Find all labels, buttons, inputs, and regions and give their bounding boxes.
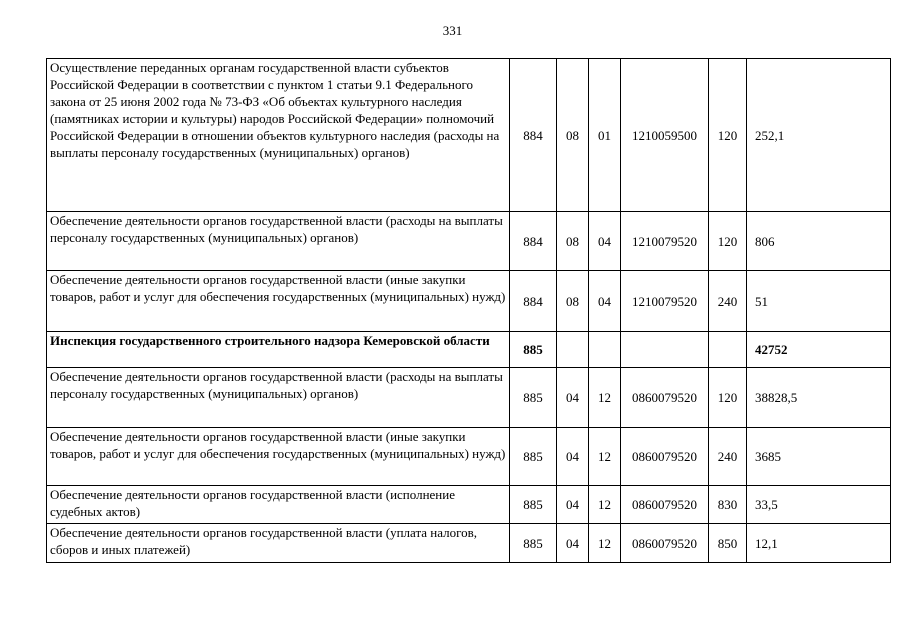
cell-csr: 0860079520 (621, 524, 709, 563)
cell-csr: 1210079520 (621, 212, 709, 271)
cell-gr: 885 (510, 428, 557, 486)
cell-pr: 12 (589, 428, 621, 486)
cell-vr: 120 (709, 212, 747, 271)
cell-rz: 04 (557, 524, 589, 563)
cell-sum: 12,1 (747, 524, 891, 563)
cell-sum: 38828,5 (747, 368, 891, 428)
table-row (47, 428, 891, 486)
budget-table (46, 58, 891, 563)
cell-pr: 12 (589, 486, 621, 524)
cell-pr (589, 332, 621, 368)
cell-gr: 884 (510, 212, 557, 271)
cell-sum: 33,5 (747, 486, 891, 524)
table-row (47, 332, 891, 368)
cell-pr: 12 (589, 524, 621, 563)
cell-csr: 1210079520 (621, 271, 709, 332)
cell-sum: 42752 (747, 332, 891, 368)
cell-vr: 830 (709, 486, 747, 524)
row-name: Обеспечение деятельности органов государственной власти (иные закупки товаров, работ и услуг для обеспечения государственных (муниципальных) нужд) (47, 271, 510, 332)
table-row (47, 271, 891, 332)
table-row (47, 524, 891, 563)
cell-csr: 0860079520 (621, 428, 709, 486)
cell-gr: 884 (510, 271, 557, 332)
cell-rz: 08 (557, 59, 589, 212)
row-name: Осуществление переданных органам государственной власти субъектов Российской Федерации в соответствии с пунктом 1 статьи 9.1 Федерального закона от 25 июня 2002 года № 73-ФЗ «Об объектах культурного наследия (памятниках истории и культуры) народов Российской Федерации» полномочий Российской Федерации в отношении объектов культурного наследия (расходы на выплаты персоналу государственных (муниципальных) органов) (47, 59, 510, 212)
cell-rz: 04 (557, 428, 589, 486)
cell-vr: 240 (709, 271, 747, 332)
cell-vr: 120 (709, 368, 747, 428)
cell-vr: 850 (709, 524, 747, 563)
cell-pr: 01 (589, 59, 621, 212)
cell-gr: 885 (510, 486, 557, 524)
cell-rz: 04 (557, 368, 589, 428)
cell-gr: 885 (510, 332, 557, 368)
page-number: 331 (442, 23, 463, 38)
cell-rz: 04 (557, 486, 589, 524)
row-name: Обеспечение деятельности органов государственной власти (исполнение судебных актов) (47, 486, 510, 524)
table-row (47, 368, 891, 428)
cell-sum: 3685 (747, 428, 891, 486)
cell-sum: 51 (747, 271, 891, 332)
cell-gr: 884 (510, 59, 557, 212)
cell-vr: 120 (709, 59, 747, 212)
cell-gr: 885 (510, 368, 557, 428)
row-name: Обеспечение деятельности органов государственной власти (иные закупки товаров, работ и услуг для обеспечения государственных (муниципальных) нужд) (47, 428, 510, 486)
cell-rz: 08 (557, 271, 589, 332)
cell-csr: 0860079520 (621, 368, 709, 428)
row-name: Обеспечение деятельности органов государственной власти (расходы на выплаты персоналу государственных (муниципальных) органов) (47, 368, 510, 428)
cell-pr: 04 (589, 271, 621, 332)
cell-sum: 806 (747, 212, 891, 271)
cell-sum: 252,1 (747, 59, 891, 212)
cell-csr: 1210059500 (621, 59, 709, 212)
cell-rz: 08 (557, 212, 589, 271)
cell-gr: 885 (510, 524, 557, 563)
cell-pr: 12 (589, 368, 621, 428)
table-row (47, 486, 891, 524)
cell-vr: 240 (709, 428, 747, 486)
row-name: Инспекция государственного строительного надзора Кемеровской области (47, 332, 510, 368)
row-name: Обеспечение деятельности органов государственной власти (расходы на выплаты персоналу государственных (муниципальных) органов) (47, 212, 510, 271)
cell-csr (621, 332, 709, 368)
table-row (47, 212, 891, 271)
row-name: Обеспечение деятельности органов государственной власти (уплата налогов, сборов и иных платежей) (47, 524, 510, 563)
cell-vr (709, 332, 747, 368)
cell-pr: 04 (589, 212, 621, 271)
table-row (47, 59, 891, 212)
cell-rz (557, 332, 589, 368)
cell-csr: 0860079520 (621, 486, 709, 524)
